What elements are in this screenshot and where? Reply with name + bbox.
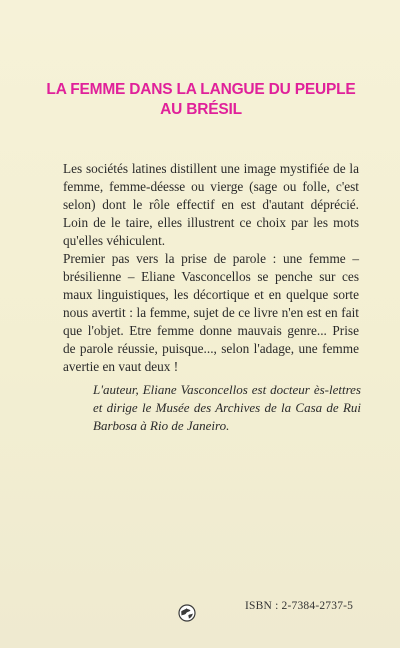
book-title-line-1: LA FEMME DANS LA LANGUE DU PEUPLE: [46, 81, 356, 98]
author-note: [93, 381, 361, 435]
isbn: ISBN : 2-7384-2737-5: [245, 600, 354, 612]
author-note-text: L'auteur, Eliane Vasconcellos est docteur ès-lettres et dirige le Musée des Archives de la Casa de Rui Barbosa à Rio de Janeiro.: [93, 382, 361, 433]
globe-logo-icon: [178, 604, 196, 622]
blurb-paragraph-2: Premier pas vers la prise de parole : une femme – brésilienne – Eliane Vasconcellos se penche sur ces maux linguistiques, les décortique et en quelque sorte nous avertit : la femme, sujet de ce livre n'en est en fait que l'objet. Etre femme donne mauvais genre... Prise de parole réussie, puisque..., selon l'adage, une femme avertie en vaut deux !: [63, 251, 359, 374]
blurb: [63, 160, 359, 376]
book-title: [40, 80, 362, 120]
blurb-paragraph-1: Les sociétés latines distillent une image mystifiée de la femme, femme-déesse ou vierge (sage ou folle, c'est selon) dont le rôle effectif en est d'autant déprécié. Loin de le taire, elles illustrent ce choix par les mots qu'elles véhiculent.: [63, 161, 359, 248]
book-title-line-2: AU BRÉSIL: [160, 101, 242, 118]
